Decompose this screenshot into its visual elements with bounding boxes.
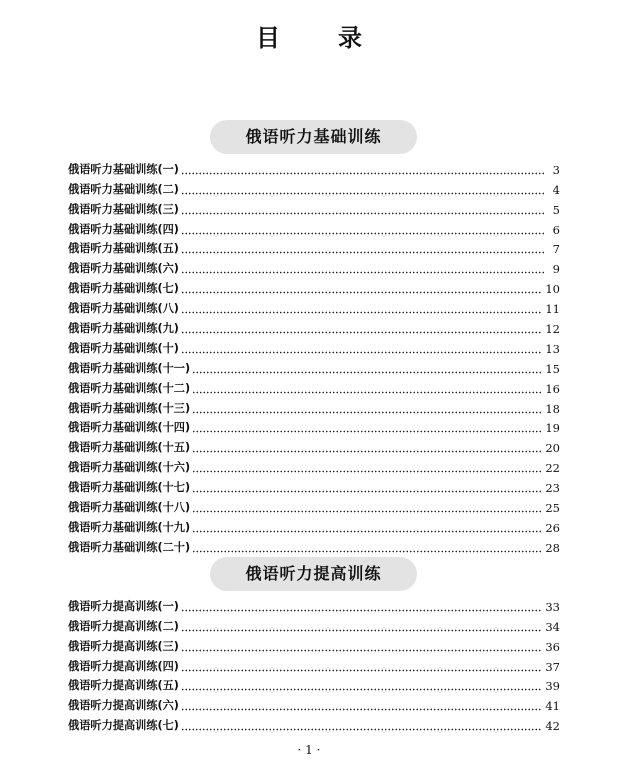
toc-entry[interactable] [68, 614, 560, 634]
toc-entry-label: 俄语听力提高训练(五) [68, 679, 179, 693]
toc-entry-label: 俄语听力基础训练(十五) [68, 441, 191, 455]
toc-entry-label: 俄语听力基础训练(九) [68, 322, 179, 336]
toc-entry-label: 俄语听力提高训练(二) [68, 619, 179, 633]
toc-dot-leader [181, 719, 541, 733]
toc-entry-label: 俄语听力基础训练(十九) [68, 520, 191, 534]
toc-dot-leader [181, 183, 544, 197]
toc-dot-leader [181, 302, 541, 316]
toc-dot-leader [181, 262, 544, 276]
section-heading-basic: 俄语听力基础训练 [210, 120, 417, 154]
toc-entry[interactable] [68, 237, 560, 257]
toc-entry-page-number: 28 [545, 540, 560, 555]
toc-entry-page-number: 3 [552, 162, 560, 177]
toc-entry-label: 俄语听力基础训练(二十) [68, 540, 191, 554]
toc-entry-label: 俄语听力基础训练(十三) [68, 401, 191, 415]
toc-entry-label: 俄语听力基础训练(八) [68, 302, 179, 316]
toc-entry[interactable] [68, 256, 560, 276]
toc-dot-leader [192, 461, 541, 475]
toc-entry[interactable] [68, 535, 560, 555]
toc-entry[interactable] [68, 296, 560, 316]
toc-entry-label: 俄语听力基础训练(十六) [68, 461, 191, 475]
toc-entry[interactable] [68, 693, 560, 713]
toc-entry[interactable] [68, 356, 560, 376]
toc-entry-page-number: 41 [545, 699, 560, 714]
toc-entry[interactable] [68, 376, 560, 396]
toc-entry[interactable] [68, 654, 560, 674]
toc-dot-leader [192, 402, 541, 416]
toc-dot-leader [192, 441, 541, 455]
toc-entry-label: 俄语听力基础训练(三) [68, 202, 179, 216]
toc-entry-page-number: 37 [545, 659, 560, 674]
toc-entry-label: 俄语听力基础训练(十一) [68, 361, 191, 375]
toc-dot-leader [192, 382, 541, 396]
toc-entry[interactable] [68, 336, 560, 356]
toc-dot-leader [192, 421, 541, 435]
toc-entry-label: 俄语听力基础训练(十八) [68, 501, 191, 515]
toc-entry[interactable] [68, 396, 560, 416]
page-number-footer: · 1 · [297, 743, 321, 757]
toc-entry[interactable] [68, 276, 560, 296]
toc-entry-page-number: 6 [552, 222, 560, 237]
toc-entry-page-number: 12 [545, 322, 560, 337]
toc-entry-label: 俄语听力提高训练(七) [68, 719, 179, 733]
toc-dot-leader [181, 322, 541, 336]
toc-entry-label: 俄语听力基础训练(七) [68, 282, 179, 296]
toc-entry-label: 俄语听力提高训练(六) [68, 699, 179, 713]
toc-entry-page-number: 23 [545, 481, 560, 496]
toc-dot-leader [181, 640, 541, 654]
toc-entry-label: 俄语听力基础训练(十二) [68, 381, 191, 395]
toc-entry[interactable] [68, 416, 560, 436]
toc-entry-page-number: 18 [545, 401, 560, 416]
toc-dot-leader [181, 620, 541, 634]
toc-dot-leader [181, 203, 544, 217]
toc-entry-page-number: 10 [545, 282, 560, 297]
toc-dot-leader [192, 521, 541, 535]
toc-entry-page-number: 7 [552, 242, 560, 257]
toc-entry-label: 俄语听力基础训练(十四) [68, 421, 191, 435]
toc-dot-leader [181, 660, 541, 674]
toc-entry-page-number: 36 [545, 639, 560, 654]
toc-dot-leader [192, 501, 541, 515]
toc-dot-leader [181, 600, 541, 614]
toc-dot-leader [181, 342, 541, 356]
toc-entry-label: 俄语听力基础训练(十) [68, 341, 179, 355]
toc-entry-page-number: 16 [545, 381, 560, 396]
toc-entry-label: 俄语听力基础训练(六) [68, 262, 179, 276]
toc-entry[interactable] [68, 475, 560, 495]
toc-entry-page-number: 34 [545, 619, 560, 634]
toc-entry-label: 俄语听力基础训练(四) [68, 222, 179, 236]
toc-entry-page-number: 22 [545, 461, 560, 476]
toc-entry-label: 俄语听力提高训练(一) [68, 599, 179, 613]
toc-dot-leader [192, 541, 541, 555]
toc-entry-label: 俄语听力提高训练(三) [68, 639, 179, 653]
toc-entry-page-number: 42 [545, 719, 560, 734]
section-heading-advanced: 俄语听力提高训练 [210, 557, 417, 591]
toc-list-basic [68, 157, 560, 555]
toc-entry-label: 俄语听力提高训练(四) [68, 659, 179, 673]
page-title [0, 22, 618, 54]
toc-list-advanced [68, 594, 560, 733]
toc-dot-leader [181, 679, 541, 693]
toc-entry-page-number: 20 [545, 441, 560, 456]
toc-entry-page-number: 4 [552, 182, 560, 197]
toc-entry-label: 俄语听力基础训练(一) [68, 162, 179, 176]
toc-entry-page-number: 39 [545, 679, 560, 694]
toc-entry[interactable] [68, 217, 560, 237]
toc-entry-page-number: 19 [545, 421, 560, 436]
toc-entry[interactable] [68, 316, 560, 336]
toc-entry[interactable] [68, 713, 560, 733]
toc-entry-label: 俄语听力基础训练(十七) [68, 481, 191, 495]
toc-entry[interactable] [68, 594, 560, 614]
toc-entry-page-number: 11 [545, 302, 560, 317]
toc-entry[interactable] [68, 634, 560, 654]
page-title-char-1: 目 [256, 23, 280, 52]
page-title-char-2: 录 [338, 23, 362, 52]
toc-dot-leader [181, 163, 544, 177]
toc-entry-page-number: 26 [545, 520, 560, 535]
toc-entry[interactable] [68, 495, 560, 515]
toc-entry-page-number: 13 [545, 341, 560, 356]
toc-entry-label: 俄语听力基础训练(五) [68, 242, 179, 256]
toc-entry-page-number: 9 [552, 262, 560, 277]
toc-entry[interactable] [68, 515, 560, 535]
toc-dot-leader [181, 223, 544, 237]
toc-dot-leader [192, 481, 541, 495]
toc-entry-label: 俄语听力基础训练(二) [68, 182, 179, 196]
toc-entry-page-number: 15 [545, 361, 560, 376]
toc-entry[interactable] [68, 455, 560, 475]
toc-entry-page-number: 25 [545, 501, 560, 516]
toc-entry[interactable] [68, 177, 560, 197]
toc-dot-leader [181, 242, 544, 256]
toc-entry[interactable] [68, 157, 560, 177]
toc-dot-leader [192, 362, 541, 376]
toc-dot-leader [181, 699, 541, 713]
toc-entry[interactable] [68, 197, 560, 217]
toc-entry[interactable] [68, 435, 560, 455]
toc-entry-page-number: 33 [545, 599, 560, 614]
toc-dot-leader [181, 282, 541, 296]
toc-entry-page-number: 5 [552, 202, 560, 217]
toc-entry[interactable] [68, 674, 560, 694]
